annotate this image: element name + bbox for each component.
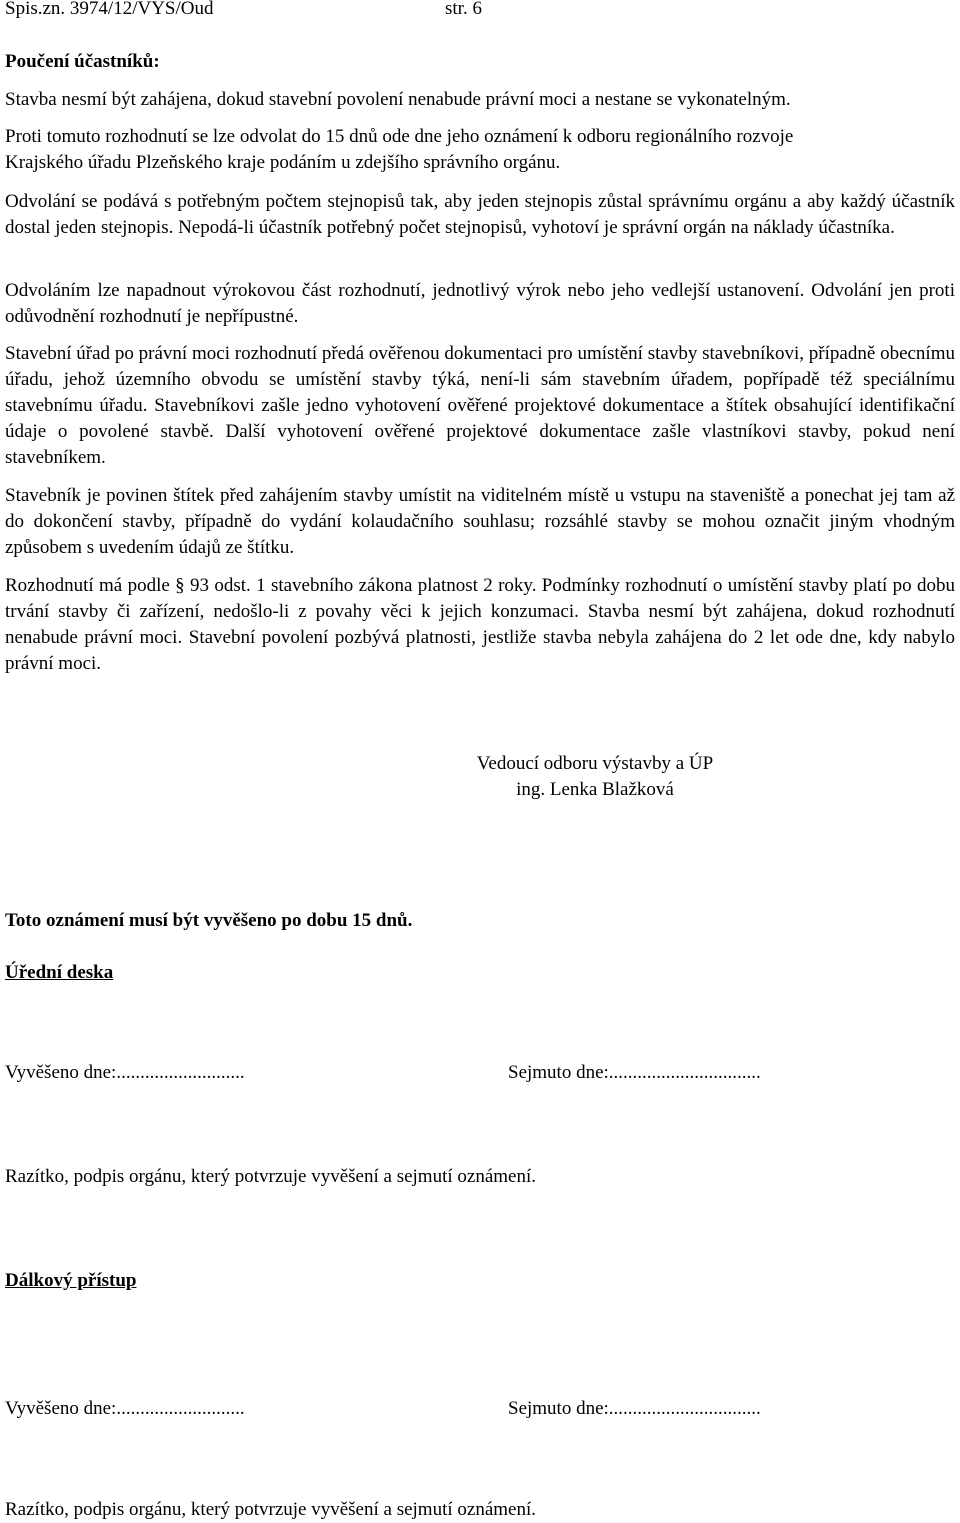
paragraph-1-line-1: Stavba nesmí být zahájena, dokud stavební povolení nenabude právní moci a nestane se vykonatelným.	[5, 89, 791, 110]
paragraph-4-text: Stavební úřad po právní moci rozhodnutí předá ověřenou dokumentaci pro umístění stavby stavebníkovi, případně obecnímu úřadu, jehož územního obvodu se umístění stavby týká, není-li sám stavebním úřadem, popřípadě též speciálnímu stavebnímu úřadu. Stavebníkovi zašle jedno vyhotovení ověřené projektové dokumentace a štítek obsahující identifikační údaje o povolené stavbě. Další vyhotovení ověřené projektové dokumentace zašle vlastníkovi stavby, pokud není stavebníkem.	[5, 343, 955, 468]
paragraph-1-line-3: Krajského úřadu Plzeňského kraje podáním u zdejšího správního orgánu.	[5, 152, 561, 173]
posting-notice: Toto oznámení musí být vyvěšeno po dobu 15 dnů.	[5, 910, 413, 931]
board-title-remote: Dálkový přístup	[5, 1270, 137, 1291]
file-reference: Spis.zn. 3974/12/VYS/Oud	[5, 0, 214, 19]
board-official-removed: Sejmuto dne:................................	[508, 1062, 761, 1083]
paragraph-1-line-2: Proti tomuto rozhodnutí se lze odvolat do 15 dnů ode dne jeho oznámení k odboru regionálního rozvoje	[5, 126, 794, 147]
board-remote-removed: Sejmuto dne:................................	[508, 1398, 761, 1419]
section-heading: Poučení účastníků:	[5, 51, 160, 72]
signature-role: Vedoucí odboru výstavby a ÚP	[476, 753, 714, 774]
page-number: str. 6	[445, 0, 482, 19]
board-remote-posted: Vyvěšeno dne:...........................	[5, 1398, 245, 1419]
paragraph-5-text: Stavebník je povinen štítek před zahájením stavby umístit na viditelném místě u vstupu na staveniště a ponechat jej tam až do dokončení stavby, případně do vydání kolaudačního souhlasu; rozsáhlé stavby se mohou označit jiným vhodným způsobem s uvedením údajů ze štítku.	[5, 485, 955, 558]
paragraph-2-text: Odvolání se podává s potřebným počtem stejnopisů tak, aby jeden stejnopis zůstal správnímu orgánu a aby každý účastník dostal jeden stejnopis. Nepodá-li účastník potřebný počet stejnopisů, vyhotoví je správní orgán na náklady účastníka.	[5, 191, 955, 238]
paragraph-4	[5, 341, 955, 471]
board-title-official: Úřední deska	[5, 962, 114, 983]
board-remote-stamp: Razítko, podpis orgánu, který potvrzuje vyvěšení a sejmutí oznámení.	[5, 1499, 536, 1520]
signature-name: ing. Lenka Blažková	[516, 779, 674, 800]
paragraph-3	[5, 278, 955, 330]
paragraph-2	[5, 189, 955, 241]
paragraph-6-text: Rozhodnutí má podle § 93 odst. 1 stavebního zákona platnost 2 roky. Podmínky rozhodnutí o umístění stavby platí po dobu trvání stavby či zařízení, nedošlo-li z povahy věci k jejich konzumaci. Stavba nesmí být zahájena, dokud rozhodnutí nenabude právní moci. Stavební povolení pozbývá platnosti, jestliže stavba nebyla zahájena do 2 let ode dne, kdy nabylo právní moci.	[5, 575, 955, 674]
board-official-stamp: Razítko, podpis orgánu, který potvrzuje vyvěšení a sejmutí oznámení.	[5, 1166, 536, 1187]
paragraph-5	[5, 483, 955, 561]
board-official-posted: Vyvěšeno dne:...........................	[5, 1062, 245, 1083]
paragraph-6	[5, 573, 955, 677]
paragraph-3-text: Odvoláním lze napadnout výrokovou část rozhodnutí, jednotlivý výrok nebo jeho vedlejší ustanovení. Odvolání jen proti odůvodnění rozhodnutí je nepřípustné.	[5, 280, 955, 327]
